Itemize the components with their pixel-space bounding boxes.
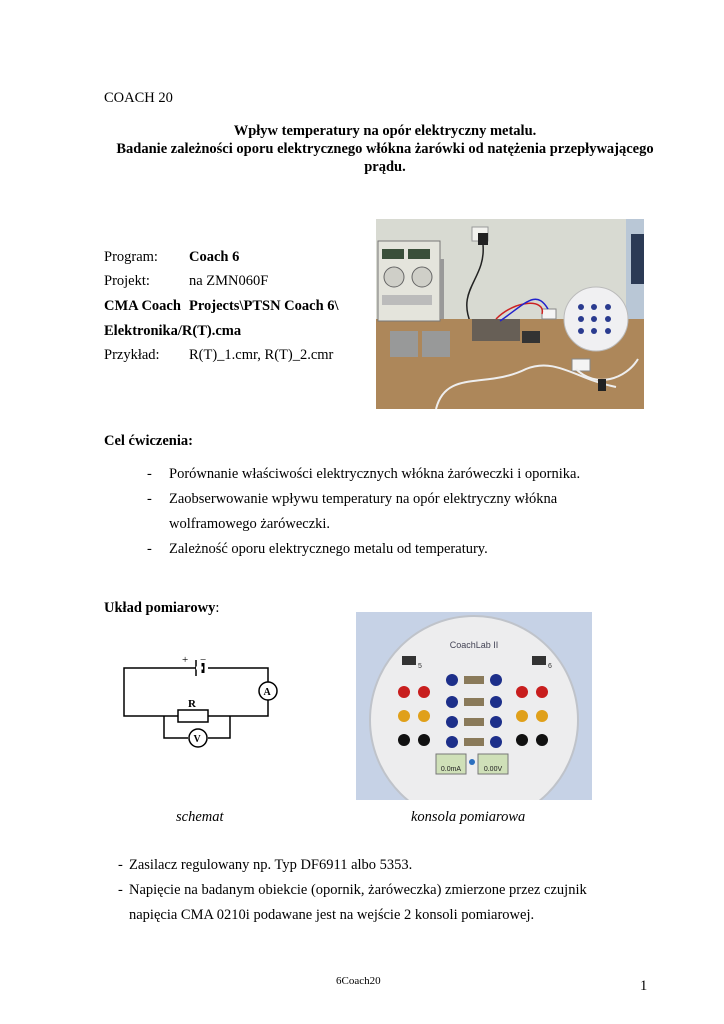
console-port-6: 6 xyxy=(548,663,552,670)
circuit-schematic xyxy=(118,652,290,748)
page-number: 1 xyxy=(640,978,648,994)
goals-heading: Cel ćwiczenia: xyxy=(104,433,193,449)
console-voltage-readout: 0.00V xyxy=(483,766,503,773)
projekt-label: Projekt: xyxy=(104,273,150,289)
footer-doc-name: 6Coach20 xyxy=(336,975,381,987)
goal-item-3-text: Zależność oporu elektrycznego metalu od temperatury. xyxy=(169,541,488,557)
cma-label: CMA Coach xyxy=(104,298,181,314)
equipment-item-2-text: Napięcie na badanym obiekcie (opornik, żaróweczka) zmierzone przez czujnik xyxy=(129,882,587,898)
document-code: COACH 20 xyxy=(104,90,173,106)
lab-setup-photo xyxy=(376,219,644,409)
equipment-item-2-continued: napięcia CMA 0210i podawane jest na wejście 2 konsoli pomiarowej. xyxy=(129,907,535,923)
schematic-plus: + xyxy=(182,654,189,666)
cma-value-continued: Elektronika/R(T).cma xyxy=(104,323,242,339)
equipment-item-1-text: Zasilacz regulowany np. Typ DF6911 albo 5353. xyxy=(129,857,413,873)
title-line-3: prądu. xyxy=(364,159,406,175)
console-caption: konsola pomiarowa xyxy=(411,809,526,825)
goal-item-2-continued: wolframowego żaróweczki. xyxy=(169,516,331,532)
schematic-resistor-label: R xyxy=(188,698,196,710)
title-line-2: Badanie zależności oporu elektrycznego włókna żarówki od natężenia przepływającego xyxy=(116,141,654,157)
list-dash: - xyxy=(118,882,123,898)
setup-heading-text: Układ pomiarowy xyxy=(104,600,216,616)
program-label: Program: xyxy=(104,249,158,265)
console-port-5: 5 xyxy=(418,663,422,670)
list-dash: - xyxy=(147,541,152,557)
schematic-ammeter-label: A xyxy=(263,687,271,698)
przyklad-label: Przykład: xyxy=(104,347,160,363)
list-dash: - xyxy=(118,857,123,873)
list-dash: - xyxy=(147,491,152,507)
schematic-voltmeter-label: V xyxy=(193,734,201,745)
cma-value: Projects\PTSN Coach 6\ xyxy=(189,298,339,314)
console-photo xyxy=(356,612,592,800)
goal-item-1-text: Porównanie właściwości elektrycznych włókna żaróweczki i opornika. xyxy=(169,466,581,482)
schema-caption: schemat xyxy=(176,809,224,825)
lab-setup-illustration xyxy=(376,219,644,409)
setup-heading xyxy=(104,599,219,617)
list-dash: - xyxy=(147,466,152,482)
projekt-value: na ZMN060F xyxy=(189,273,269,289)
przyklad-value: R(T)_1.cmr, R(T)_2.cmr xyxy=(189,347,334,363)
console-illustration xyxy=(356,612,592,800)
schematic-minus: − xyxy=(200,654,207,666)
console-brand: CoachLab II xyxy=(449,640,499,650)
program-value: Coach 6 xyxy=(189,249,240,265)
goal-item-2-text: Zaobserwowanie wpływu temperatury na opór elektryczny włókna xyxy=(169,491,558,507)
setup-heading-colon: : xyxy=(215,600,220,616)
title-line-1: Wpływ temperatury na opór elektryczny metalu. xyxy=(233,123,537,139)
console-current-readout: 0.0mA xyxy=(440,766,462,773)
